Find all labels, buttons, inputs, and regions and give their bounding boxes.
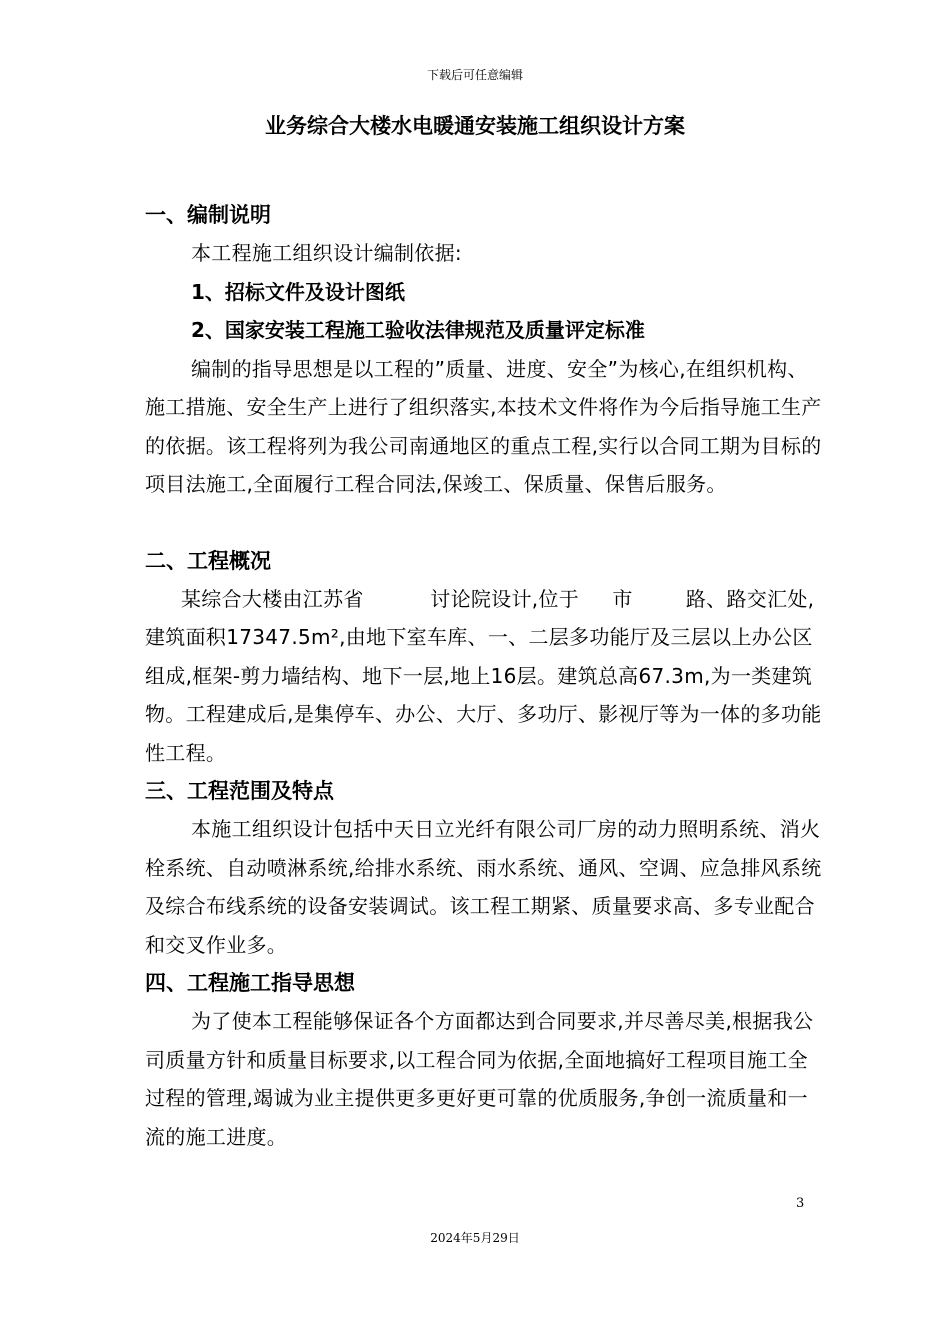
page-number: 3 [796, 1196, 805, 1211]
section-heading-1: 一、编制说明 [145, 203, 271, 227]
section-heading-4: 四、工程施工指导思想 [145, 971, 355, 995]
section-heading-2: 二、工程概况 [145, 548, 271, 573]
header-note: 下载后可任意编辑 [426, 68, 523, 82]
section-2-paragraph: 某综合大楼由江苏省 讨论院设计,位于 市 路、路交汇处,建筑面积17347.5m²,由地下室车库、一、二层多功能厅及三层以上办公区组成,框架-剪力墙结构、地下一层,地上16层。建筑总高67.3m,为一类建筑物。工程建成后,是集停车、办公、大厅、多功厅、影视厅等为一体的多功能性工程。 [145, 586, 822, 765]
section-4-paragraph: 为了使本工程能够保证各个方面都达到合同要求,并尽善尽美,根据我公司质量方针和质量目标要求,以工程合同为依据,全面地搞好工程项目施工全过程的管理,竭诚为业主提供更多更好更可靠的优质服务,争创一流质量和一流的施工进度。 [145, 1009, 814, 1149]
basis-item-2: 2、国家安装工程施工验收法律规范及质量评定标准 [191, 318, 645, 342]
document-title: 业务综合大楼水电暖通安装施工组织设计方案 [265, 114, 685, 138]
section-heading-3: 三、工程范围及特点 [145, 779, 334, 803]
section-1-intro: 本工程施工组织设计编制依据: [191, 241, 462, 265]
section-1-paragraph: 编制的指导思想是以工程的”质量、进度、安全”为核心,在组织机构、施工措施、安全生产上进行了组织落实,本技术文件将作为今后指导施工生产的依据。该工程将列为我公司南通地区的重点工程,实行以合同工期为目标的项目法施工,全面履行工程合同法,保竣工、保质量、保售后服务。 [145, 356, 822, 496]
document-body [145, 196, 825, 1156]
section-3-paragraph: 本施工组织设计包括中天日立光纤有限公司厂房的动力照明系统、消火栓系统、自动喷淋系统,给排水系统、雨水系统、通风、空调、应急排风系统及综合布线系统的设备安装调试。该工程工期紧、质量要求高、多专业配合和交叉作业多。 [145, 817, 822, 957]
basis-item-1: 1、招标文件及设计图纸 [191, 279, 405, 304]
footer-date: 2024年5月29日 [430, 1231, 520, 1245]
